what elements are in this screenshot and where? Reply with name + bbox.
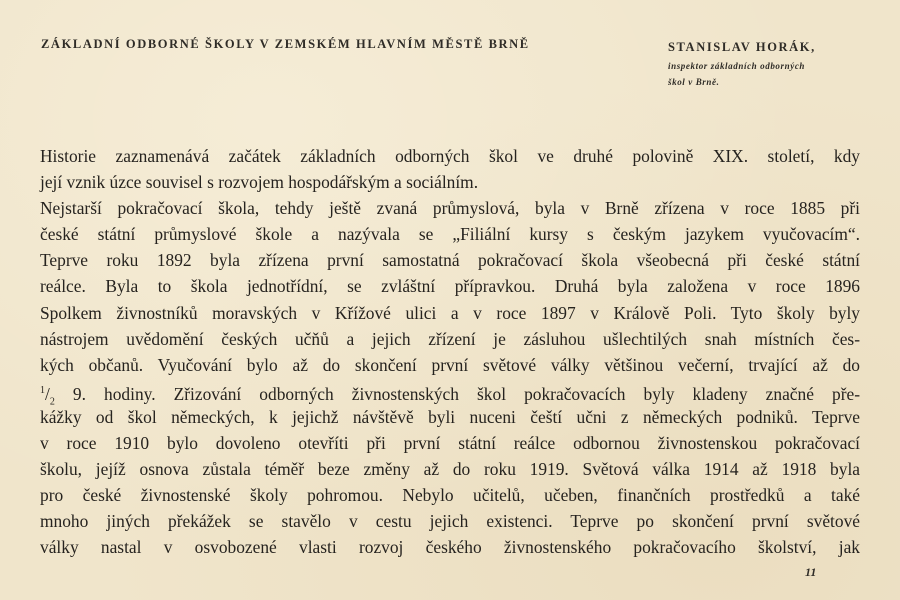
text-line-content: 9. hodiny. Zřizování odborných živnostenských škol pokračovacích byly kladeny značné pře- [72, 383, 860, 404]
author-name: STANISLAV HORÁK, [668, 40, 816, 54]
text-line: nástrojem uvědomění českých učňů a jejich zřízení je zásluhou ušlechtilých snah místních čes- [40, 328, 860, 349]
author-role [668, 58, 816, 90]
body-text [40, 143, 860, 561]
text-line: v roce 1910 bylo dovoleno otevříti při první státní reálce odbornou živnostenskou pokračovací [40, 433, 860, 454]
page-number: 11 [805, 565, 817, 579]
text-line: školu, jejíž osnova zůstala téměř beze změny až do roku 1919. Světová válka 1914 až 1918 byla [40, 459, 860, 480]
text-line: kých občanů. Vyučování bylo až do skončení první světové války většinou večerní, trvající až do [40, 354, 860, 375]
text-line: kážky od škol německých, k jejichž návštěvě byli nuceni čeští učni z německých podniků. Teprve [40, 406, 860, 427]
text-line: její vznik úzce souvisel s rozvojem hospodářským a sociálním. [40, 172, 479, 193]
text-line: války nastal v osvobozené vlasti rozvoj českého živnostenského pokračovacího školství, jak [40, 537, 860, 558]
text-line: pro české živnostenské školy pohromou. Nebylo učitelů, učeben, finančních prostředků a také [40, 485, 860, 506]
fraction-slash: / [45, 383, 50, 404]
running-title: ZÁKLADNÍ ODBORNÉ ŠKOLY V ZEMSKÉM HLAVNÍM MĚSTĚ BRNĚ [41, 37, 530, 51]
text-line: Nejstarší pokračovací škola, tehdy ještě zvaná průmyslová, byla v Brně zřízena v roce 1885 při [40, 198, 860, 219]
text-line: reálce. Byla to škola jednotřídní, se zvláštní přípravkou. Druhá byla založena v roce 1896 [40, 276, 860, 297]
fraction-half [40, 383, 55, 408]
author-block [668, 40, 816, 90]
text-line: mnoho jiných překážek se stavělo v cestu jejich existenci. Teprve po skončení první světové [40, 511, 860, 532]
text-line: Spolkem živnostníků moravských v Křížové ulici a v roce 1897 v Králově Poli. Tyto školy byly [40, 302, 860, 323]
text-line: Historie zaznamenává začátek základních odborných škol ve druhé polovině XIX. století, kdy [40, 146, 860, 166]
fraction-numerator: 1 [40, 384, 45, 396]
text-line: Teprve roku 1892 byla zřízena první samostatná pokračovací škola všeobecná při české státní [40, 250, 860, 271]
author-role-line-2: škol v Brně. [668, 77, 720, 87]
fraction-denominator: 2 [49, 396, 55, 408]
author-role-line-1: inspektor základních odborných [668, 61, 806, 71]
text-line: české státní průmyslové škole a nazývala se „Filiální kursy s českým jazykem vyučovacím“. [40, 224, 860, 245]
text-line-with-fraction [40, 378, 860, 408]
